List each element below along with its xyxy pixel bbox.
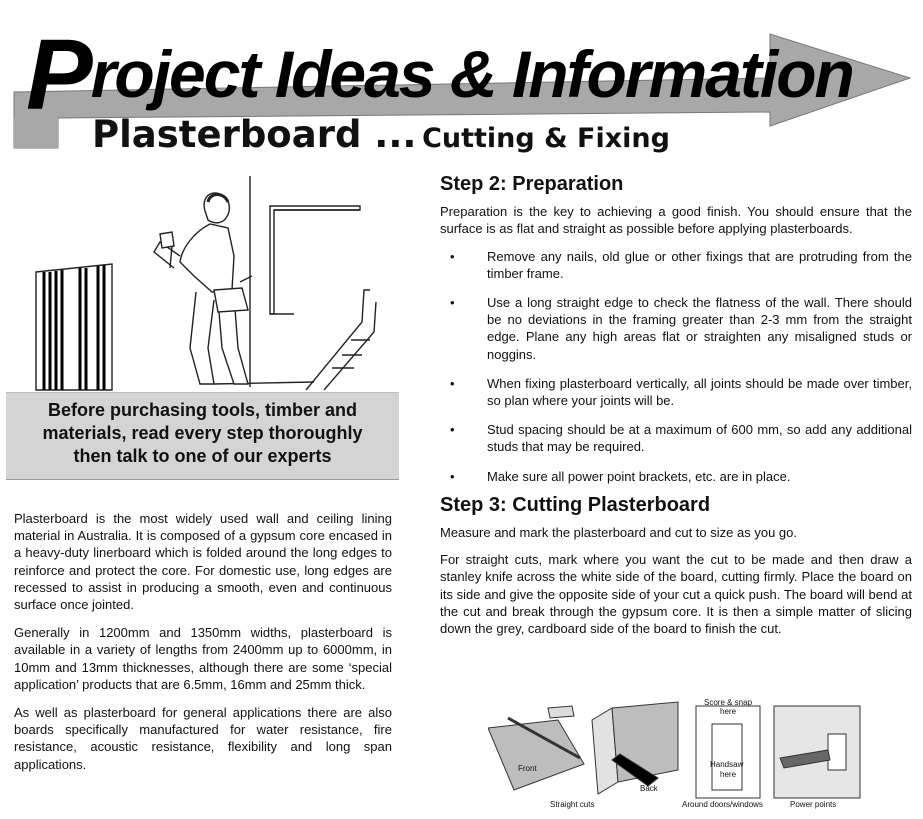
page-header <box>0 0 923 170</box>
step2-intro: Preparation is the key to achieving a good finish. You should ensure that the surface is as flat and straight as possible before applying plasterboards. <box>440 204 912 237</box>
label-handsaw: Handsaw <box>710 760 744 769</box>
advice-callout <box>6 392 399 480</box>
callout-line: Before purchasing tools, timber and <box>47 400 358 420</box>
cutting-diagrams <box>488 694 864 814</box>
step3-paragraph: For straight cuts, mark where you want the cut to be made and then draw a stanley knife across the white side of the board, cutting firmly. Place the board on its side and give the opposite side of your cut a quick push. The board will bend at the cut and break through the gypsum core. It is then a simple matter of slicing down the grey, cardboard side of the board to finish the cut. <box>440 552 912 637</box>
bullet-icon: • <box>450 468 455 484</box>
list-item: • Use a long straight edge to check the flatness of the wall. There should be no deviations in the framing greater than 2-3 mm from the straight edge. Plane any high areas flat or straighten any misaligned studs or noggins. <box>450 295 912 362</box>
intro-paragraph: Plasterboard is the most widely used wall and ceiling lining material in Australia. It is composed of a gypsum core encased in a heavy-duty linerboard which is folded around the long edges to reinforce and protect the core. For domestic use, long edges are recessed to assist in producing a smooth, even and continuous surface once jointed. <box>14 511 392 613</box>
list-item: • Make sure all power point brackets, etc. are in place. <box>450 468 791 484</box>
intro-paragraph: Generally in 1200mm and 1350mm widths, plasterboard is available in a variety of lengths from 2400mm up to 6000mm, in 10mm and 13mm thicknesses, although there are some ‘special application’ products that are 6.5mm, 16mm and 25mm thick. <box>14 625 392 692</box>
label-score: Score & snap <box>704 698 753 707</box>
intro-section <box>14 510 392 784</box>
list-item: • Stud spacing should be at a maximum of 600 mm, so add any additional studs that may be required. <box>450 422 912 455</box>
caption-straight-cuts: Straight cuts <box>550 800 595 809</box>
steps-column <box>440 173 912 647</box>
label-back: Back <box>640 784 658 793</box>
bullet-icon: • <box>450 422 455 438</box>
list-item: • When fixing plasterboard vertically, all joints should be made over timber, so plan where your joints will be. <box>450 375 912 409</box>
caption-power-points: Power points <box>790 800 837 809</box>
intro-paragraph: As well as plasterboard for general applications there are also boards specifically manufactured for water resistance, fire resistance, acoustic resistance, flexibility and long span applications. <box>14 705 392 772</box>
step3-heading: Step 3: Cutting Plasterboard <box>440 493 711 516</box>
list-item: • Remove any nails, old glue or other fixings that are protruding from the timber frame. <box>450 248 912 281</box>
step2-heading: Step 2: Preparation <box>440 173 624 195</box>
bullet-icon: • <box>450 295 455 311</box>
caption-doors-windows: Around doors/windows <box>682 800 763 809</box>
label-front: Front <box>518 764 537 773</box>
subtitle-main: Plasterboard ... <box>92 113 417 156</box>
callout-line: then talk to one of our experts <box>73 446 332 466</box>
page-subtitle <box>92 113 670 156</box>
cutting-diagrams-graphic <box>488 694 864 814</box>
callout-line: materials, read every step thoroughly <box>42 423 363 443</box>
page-title: Project Ideas & Information <box>26 19 853 131</box>
label-handsaw-here: here <box>720 770 737 779</box>
bullet-icon: • <box>450 248 455 264</box>
worker-illustration <box>14 172 396 392</box>
subtitle-secondary: Cutting & Fixing <box>422 123 670 154</box>
step3-paragraph: Measure and mark the plasterboard and cut to size as you go. <box>440 525 797 541</box>
bullet-icon: • <box>450 375 455 391</box>
label-score-here: here <box>720 707 737 716</box>
step2-bullet-list <box>440 248 912 485</box>
